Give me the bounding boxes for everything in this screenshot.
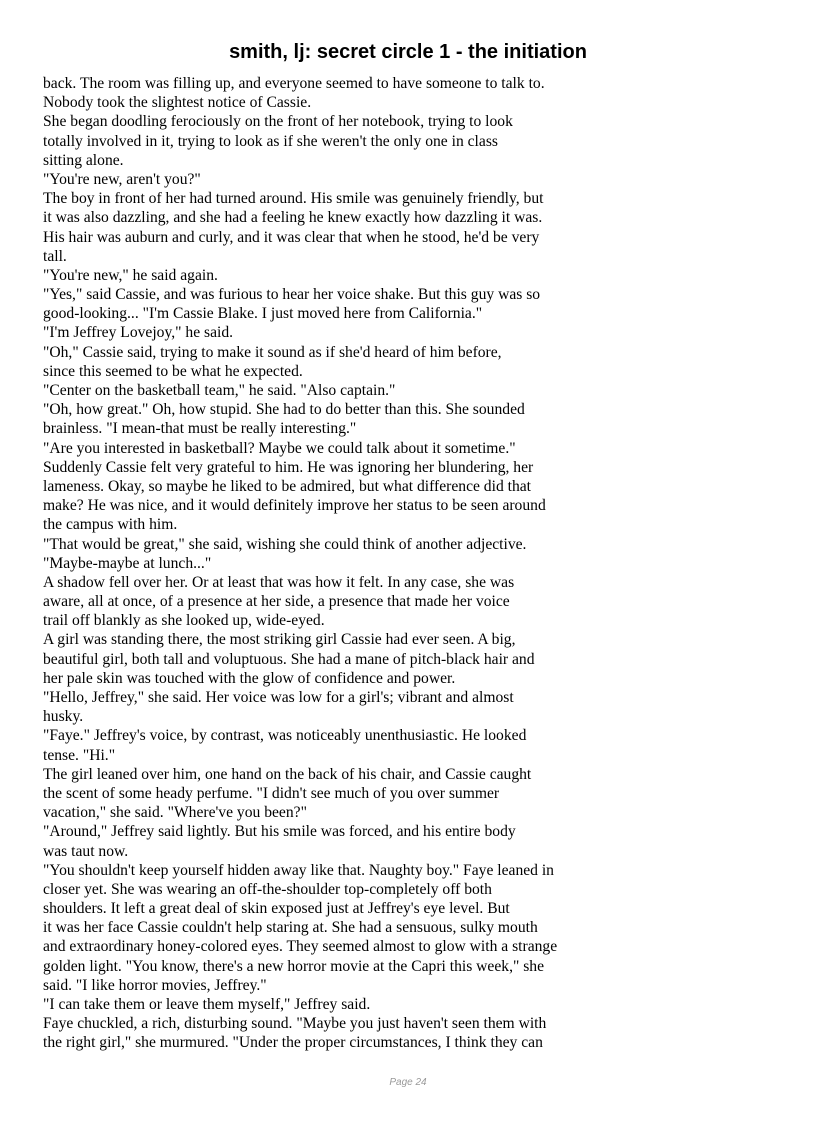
- text-line: was taut now.: [43, 842, 129, 860]
- text-line: the scent of some heady perfume. "I didn't see much of you over summer: [43, 784, 500, 802]
- text-line: tall.: [43, 247, 67, 265]
- text-line: "Faye." Jeffrey's voice, by contrast, was noticeably unenthusiastic. He looked: [43, 727, 527, 745]
- text-line: it was also dazzling, and she had a feeling he knew exactly how dazzling it was.: [43, 209, 543, 227]
- text-line: "Are you interested in basketball? Maybe we could talk about it sometime.": [43, 439, 516, 457]
- text-line: trail off blankly as she looked up, wide-eyed.: [43, 612, 325, 630]
- text-line: "I'm Jeffrey Lovejoy," he said.: [43, 324, 234, 342]
- text-line: closer yet. She was wearing an off-the-shoulder top-completely off both: [43, 880, 492, 898]
- text-line: it was her face Cassie couldn't help staring at. She had a sensuous, sulky mouth: [43, 919, 538, 937]
- text-line: totally involved in it, trying to look as if she weren't the only one in class: [43, 132, 498, 150]
- text-line: The girl leaned over him, one hand on the back of his chair, and Cassie caught: [43, 765, 532, 783]
- text-line: Faye chuckled, a rich, disturbing sound. "Maybe you just haven't seen them with: [43, 1015, 547, 1033]
- text-line: A shadow fell over her. Or at least that was how it felt. In any case, she was: [43, 573, 515, 591]
- text-line: husky.: [43, 708, 84, 726]
- text-line: the right girl," she murmured. "Under the proper circumstances, I think they can: [43, 1034, 543, 1052]
- text-line: her pale skin was touched with the glow of confidence and power.: [43, 669, 456, 687]
- text-line: good-looking... "I'm Cassie Blake. I just moved here from California.": [43, 305, 483, 323]
- text-line: the campus with him.: [43, 516, 178, 534]
- text-line: brainless. "I mean-that must be really interesting.": [43, 420, 357, 438]
- text-line: "Oh, how great." Oh, how stupid. She had to do better than this. She sounded: [43, 401, 525, 419]
- page-number: Page 24: [389, 1077, 427, 1088]
- text-line: Nobody took the slightest notice of Cassie.: [43, 94, 312, 112]
- text-line: shoulders. It left a great deal of skin exposed just at Jeffrey's eye level. But: [43, 900, 510, 918]
- text-line: She began doodling ferociously on the front of her notebook, trying to look: [43, 113, 513, 131]
- text-line: golden light. "You know, there's a new horror movie at the Capri this week," she: [43, 957, 545, 975]
- text-line: beautiful girl, both tall and voluptuous. She had a mane of pitch-black hair and: [43, 650, 535, 668]
- text-line: aware, all at once, of a presence at her side, a presence that made her voice: [43, 593, 510, 611]
- text-line: "Hello, Jeffrey," she said. Her voice was low for a girl's; vibrant and almost: [43, 689, 514, 706]
- text-line: tense. "Hi.": [43, 746, 116, 764]
- document-title: smith, lj: secret circle 1 - the initiation: [229, 41, 587, 63]
- text-line: sitting alone.: [43, 151, 124, 169]
- text-line: "Oh," Cassie said, trying to make it sound as if she'd heard of him before,: [43, 343, 502, 361]
- text-line: "Maybe-maybe at lunch...": [43, 554, 212, 572]
- text-line: "You shouldn't keep yourself hidden away like that. Naughty boy." Faye leaned in: [43, 861, 554, 879]
- text-line: back. The room was filling up, and everyone seemed to have someone to talk to.: [43, 75, 545, 92]
- text-line: since this seemed to be what he expected.: [43, 362, 303, 380]
- text-line: lameness. Okay, so maybe he liked to be admired, but what difference did that: [43, 477, 532, 495]
- text-line: said. "I like horror movies, Jeffrey.": [43, 976, 267, 994]
- text-line: "Around," Jeffrey said lightly. But his smile was forced, and his entire body: [43, 823, 516, 841]
- text-line: "That would be great," she said, wishing she could think of another adjective.: [43, 535, 527, 553]
- text-line: "You're new," he said again.: [43, 266, 218, 284]
- text-line: vacation," she said. "Where've you been?": [43, 804, 307, 822]
- text-line: A girl was standing there, the most striking girl Cassie had ever seen. A big,: [43, 631, 516, 649]
- text-line: "You're new, aren't you?": [43, 170, 201, 188]
- text-line: "Yes," said Cassie, and was furious to hear her voice shake. But this guy was so: [43, 286, 541, 304]
- body-text: [43, 74, 603, 1053]
- text-line: His hair was auburn and curly, and it was clear that when he stood, he'd be very: [43, 228, 540, 246]
- text-line: and extraordinary honey-colored eyes. They seemed almost to glow with a strange: [43, 938, 558, 956]
- text-line: make? He was nice, and it would definitely improve her status to be seen around: [43, 497, 546, 515]
- text-line: "I can take them or leave them myself," Jeffrey said.: [43, 996, 371, 1013]
- text-line: The boy in front of her had turned around. His smile was genuinely friendly, but: [43, 190, 544, 208]
- text-line: Suddenly Cassie felt very grateful to him. He was ignoring her blundering, her: [43, 458, 534, 476]
- text-line: "Center on the basketball team," he said. "Also captain.": [43, 382, 396, 399]
